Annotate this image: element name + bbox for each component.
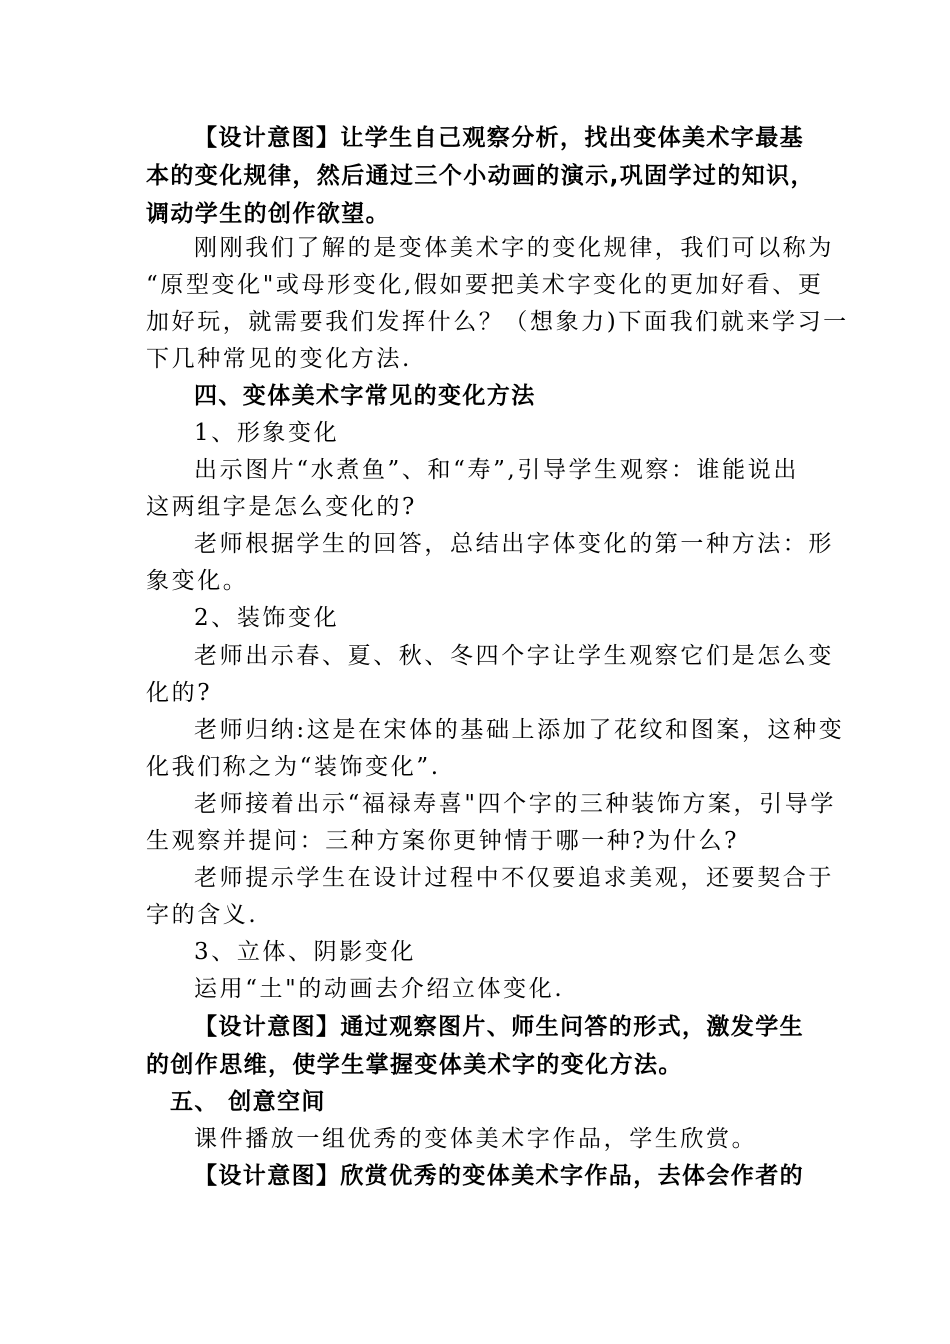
section-heading-5: 五、 创意空间 [170, 1089, 326, 1115]
para-conclude-line-1: 老师归纳:这是在宋体的基础上添加了花纹和图案，这种变 [194, 717, 845, 743]
para-prototype-line-3: 加好玩，就需要我们发挥什么？（想象力)下面我们就来学习一 [146, 309, 849, 335]
para-conclude-line-2: 化我们称之为“装饰变化”. [146, 754, 441, 780]
subsection-2: 2、装饰变化 [194, 605, 340, 631]
para-prototype-line-1: 刚刚我们了解的是变体美术字的变化规律，我们可以称为 [194, 235, 834, 261]
design-intent-1-line-3: 调动学生的创作欲望。 [146, 201, 390, 227]
design-intent-3-line-1: 【设计意图】欣赏优秀的变体美术字作品，去体会作者的 [194, 1163, 804, 1189]
section-heading-4: 四、变体美术字常见的变化方法 [194, 383, 536, 409]
design-intent-2-line-2: 的创作思维，使学生掌握变体美术字的变化方法。 [146, 1052, 683, 1078]
para-image-line-2: 这两组字是怎么变化的? [146, 494, 417, 520]
design-intent-2-line-1: 【设计意图】通过观察图片、师生问答的形式，激发学生 [194, 1014, 804, 1040]
design-intent-1-line-1: 【设计意图】让学生自己观察分析，找出变体美术字最基 [194, 125, 804, 151]
para-fulu-line-2: 生观察并提问：三种方案你更钟情于哪一种?为什么? [146, 828, 740, 854]
design-intent-1-line-2: 本的变化规律，然后通过三个小动画的演示,巩固学过的知识， [146, 163, 815, 189]
para-tu-animation: 运用“土"的动画去介绍立体变化. [194, 976, 565, 1002]
para-prototype-line-4: 下几种常见的变化方法. [146, 346, 412, 372]
para-hint-line-1: 老师提示学生在设计过程中不仅要追求美观，还要契合于 [194, 865, 834, 891]
para-seasons-line-2: 化的? [146, 680, 213, 706]
subsection-3: 3、立体、阴影变化 [194, 939, 417, 965]
para-summary-line-1: 老师根据学生的回答，总结出字体变化的第一种方法：形 [194, 531, 834, 557]
para-seasons-line-1: 老师出示春、夏、秋、冬四个字让学生观察它们是怎么变 [194, 643, 834, 669]
para-hint-line-2: 字的含义. [146, 902, 259, 928]
subsection-1: 1、形象变化 [194, 420, 340, 446]
para-fulu-line-1: 老师接着出示“福禄寿喜"四个字的三种装饰方案，引导学 [194, 791, 836, 817]
para-prototype-line-2: “原型变化"或母形变化,假如要把美术字变化的更加好看、更 [146, 272, 824, 298]
para-image-line-1: 出示图片“水煮鱼”、和“寿”,引导学生观察：谁能说出 [194, 457, 799, 483]
para-showcase: 课件播放一组优秀的变体美术字作品，学生欣赏。 [194, 1126, 758, 1152]
para-summary-line-2: 象变化。 [146, 568, 249, 594]
